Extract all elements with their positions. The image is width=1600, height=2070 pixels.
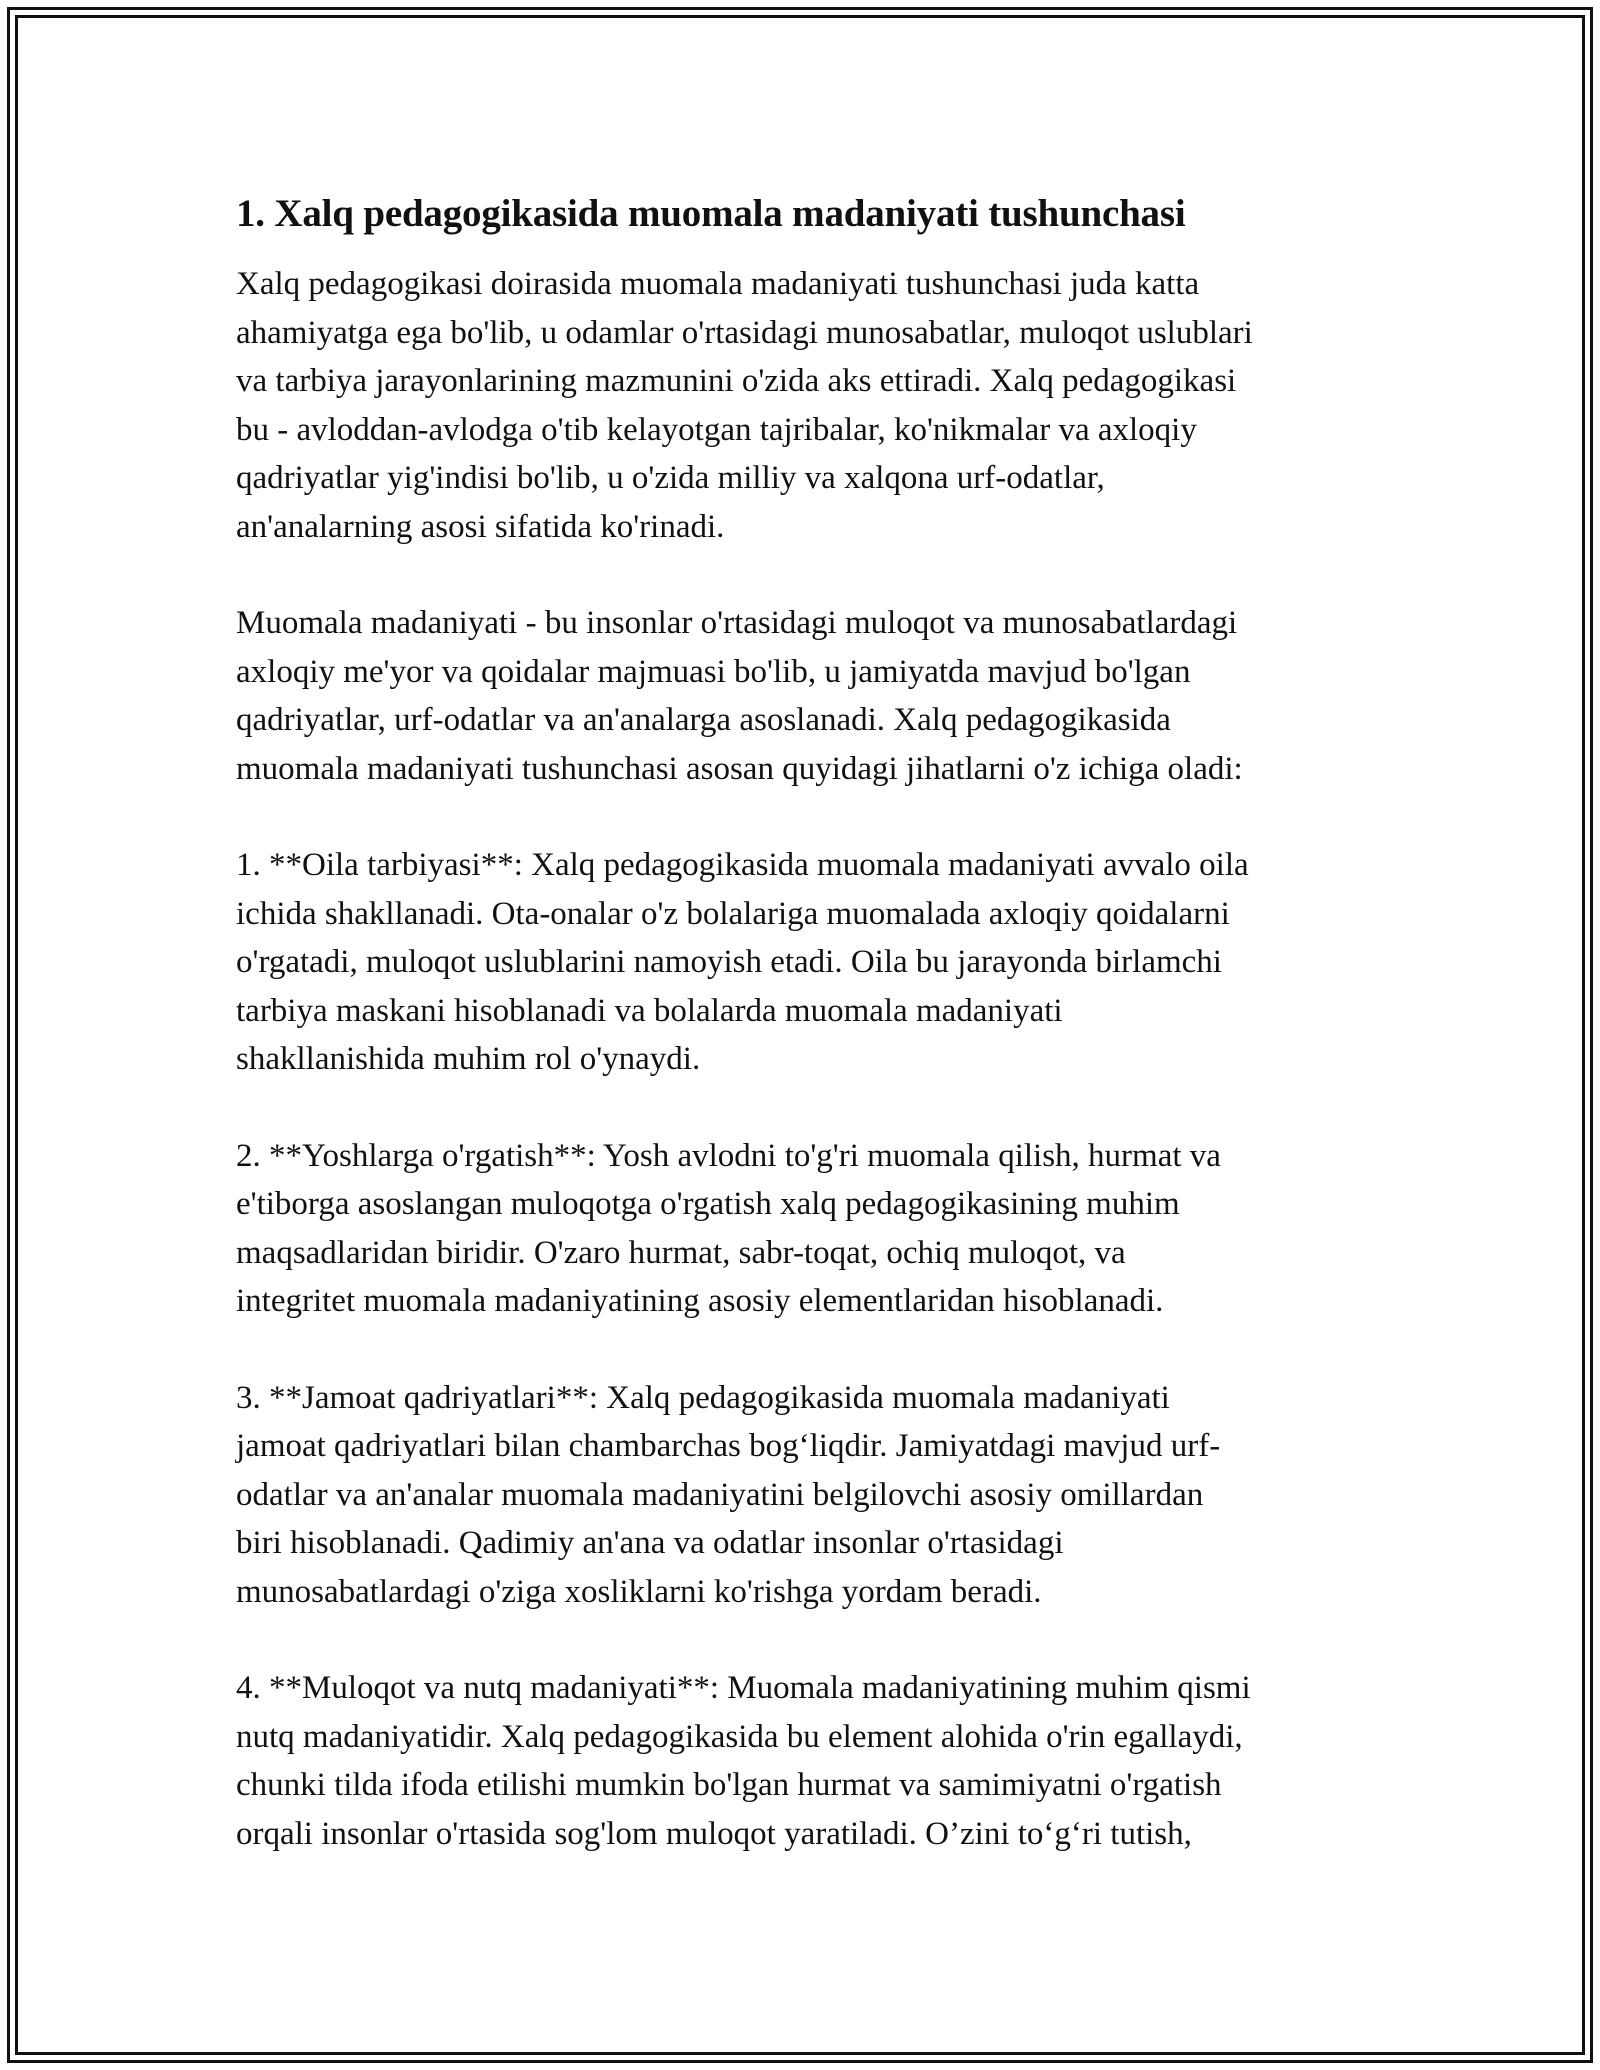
paragraph-item-4: 4. **Muloqot va nutq madaniyati**: Muomala madaniyatining muhim qismi nutq madaniyatidir. Xalq pedagogikasida bu element alohida o'rin egallaydi, chunki tilda ifoda etilishi mumkin bo'lgan hurmat va samimiyatni o'rgatish orqali insonlar o'rtasida sog'lom muloqot yaratiladi. O’zini to‘g‘ri tutish, (236, 1670, 1251, 1852)
paragraph-item-1: 1. **Oila tarbiyasi**: Xalq pedagogikasida muomala madaniyati avvalo oila ichida shakllanadi. Ota-onalar o'z bolalariga muomalada axloqiy qoidalarni o'rgatadi, muloqot uslublarini namoyish etadi. Oila bu jarayonda birlamchi tarbiya maskani hisoblanadi va bolalarda muomala madaniyati shakllanishida muhim rol o'ynaydi. (236, 847, 1249, 1077)
paragraph-intro: Xalq pedagogikasi doirasida muomala madaniyati tushunchasi juda katta ahamiyatga ega bo'lib, u odamlar o'rtasidagi munosabatlar, muloqot uslublari va tarbiya jarayonlarining mazmunini o'zida aks ettiradi. Xalq pedagogikasi bu - avloddan-avlodga o'tib kelayotgan tajribalar, ko'nikmalar va axloqiy qadriyatlar yig'indisi bo'lib, u o'zida milliy va xalqona urf-odatlar, an'analarning asosi sifatida ko'rinadi. (236, 266, 1253, 545)
paragraph-definition: Muomala madaniyati - bu insonlar o'rtasidagi muloqot va munosabatlardagi axloqiy me'yor va qoidalar majmuasi bo'lib, u jamiyatda mavjud bo'lgan qadriyatlar, urf-odatlar va an'analarga asoslanadi. Xalq pedagogikasida muomala madaniyati tushunchasi asosan quyidagi jihatlarni o'z ichiga oladi: (236, 605, 1243, 787)
document-body (236, 186, 1386, 1906)
paragraph-item-2: 2. **Yoshlarga o'rgatish**: Yosh avlodni to'g'ri muomala qilish, hurmat va e'tiborga asoslangan muloqotga o'rgatish xalq pedagogikasining muhim maqsadlaridan biridir. O'zaro hurmat, sabr-toqat, ochiq muloqot, va integritet muomala madaniyatining asosiy elementlaridan hisoblanadi. (236, 1137, 1221, 1319)
paragraph-item-3: 3. **Jamoat qadriyatlari**: Xalq pedagogikasida muomala madaniyati jamoat qadriyatlari bilan chambarchas bog‘liqdir. Jamiyatdagi mavjud urf- odatlar va an'analar muomala madaniyatini belgilovchi asosiy omillardan biri hisoblanadi. Qadimiy an'ana va odatlar insonlar o'rtasidagi munosabatlardagi o'ziga xosliklarni ko'rishga yordam beradi. (236, 1379, 1221, 1610)
section-heading: 1. Xalq pedagogikasida muomala madaniyati tushunchasi (236, 192, 1186, 235)
